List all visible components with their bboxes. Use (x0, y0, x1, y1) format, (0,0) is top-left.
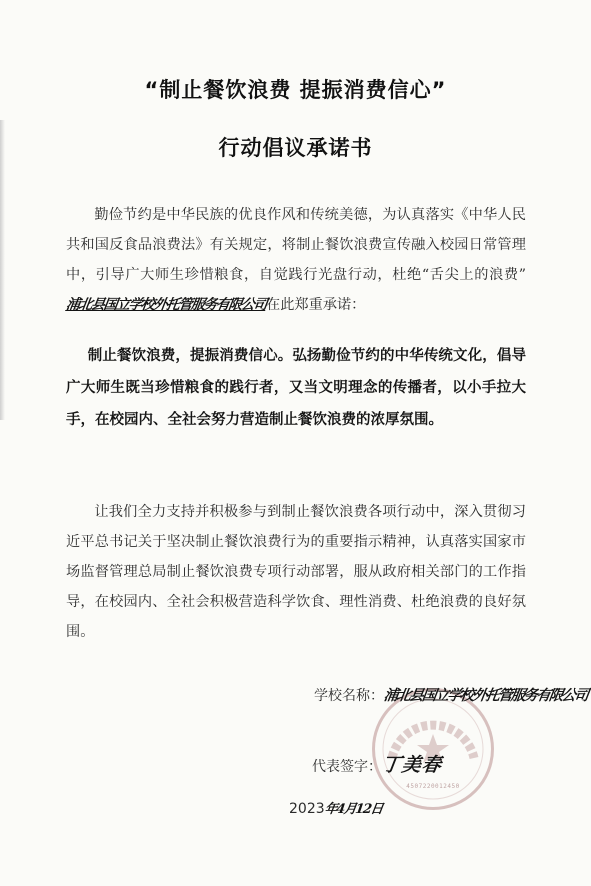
handwritten-company-name-inline: 浦北县国立学校外托管服务有限公司 (64, 297, 268, 313)
handwritten-school-name: 浦北县国立学校外托管服务有限公司 (382, 687, 589, 704)
date-year: 2023 (289, 801, 325, 817)
intro-tail-text: 在此郑重承诺： (266, 297, 366, 313)
school-name-row (314, 684, 587, 705)
document-subtitle: 行动倡议承诺书 (218, 136, 373, 160)
intro-text: 勤俭节约是中华民族的优良作风和传统美德，为认真落实《中华人民共和国反食品浪费法》有关规定，将制止餐饮浪费宣传融入校园日常管理中，引导广大师生珍惜粮食，自觉践行光盘行动，杜绝“舌尖上的浪费” (66, 207, 526, 283)
action-paragraph: 让我们全力支持并积极参与到制止餐饮浪费各项行动中，深入贯彻习近平总书记关于坚决制止餐饮浪费行为的重要指示精神，认真落实国家市场监督管理总局制止餐饮浪费专项行动部署，服从政府相关部门的工作指导，在校园内、全社会积极营造科学饮食、理性消费、杜绝浪费的良好氛围。 (66, 504, 526, 640)
date-row (289, 798, 382, 817)
handwritten-date: 年4月12日 (323, 802, 383, 817)
intro-paragraph (66, 200, 526, 320)
representative-label: 代表签字： (312, 759, 382, 775)
pledge-paragraph: 制止餐饮浪费，提振消费信心。弘扬勤俭节约的中华传统文化，倡导广大师生既当珍惜粮食的践行者，又当文明理念的传播者，以小手拉大手，在校园内、全社会努力营造制止餐饮浪费的浓厚氛围。 (66, 348, 526, 428)
seal-registration-number: 4507220012450 (406, 783, 460, 790)
seal-graphic (372, 688, 494, 810)
representative-signature-row (312, 750, 442, 777)
handwritten-signature: 丁美春 (380, 754, 444, 776)
document-title: “制止餐饮浪费 提振消费信心” (144, 78, 447, 102)
scan-edge-shadow (0, 120, 5, 420)
company-seal-stamp (372, 688, 494, 810)
school-name-label: 学校名称： (314, 688, 384, 704)
